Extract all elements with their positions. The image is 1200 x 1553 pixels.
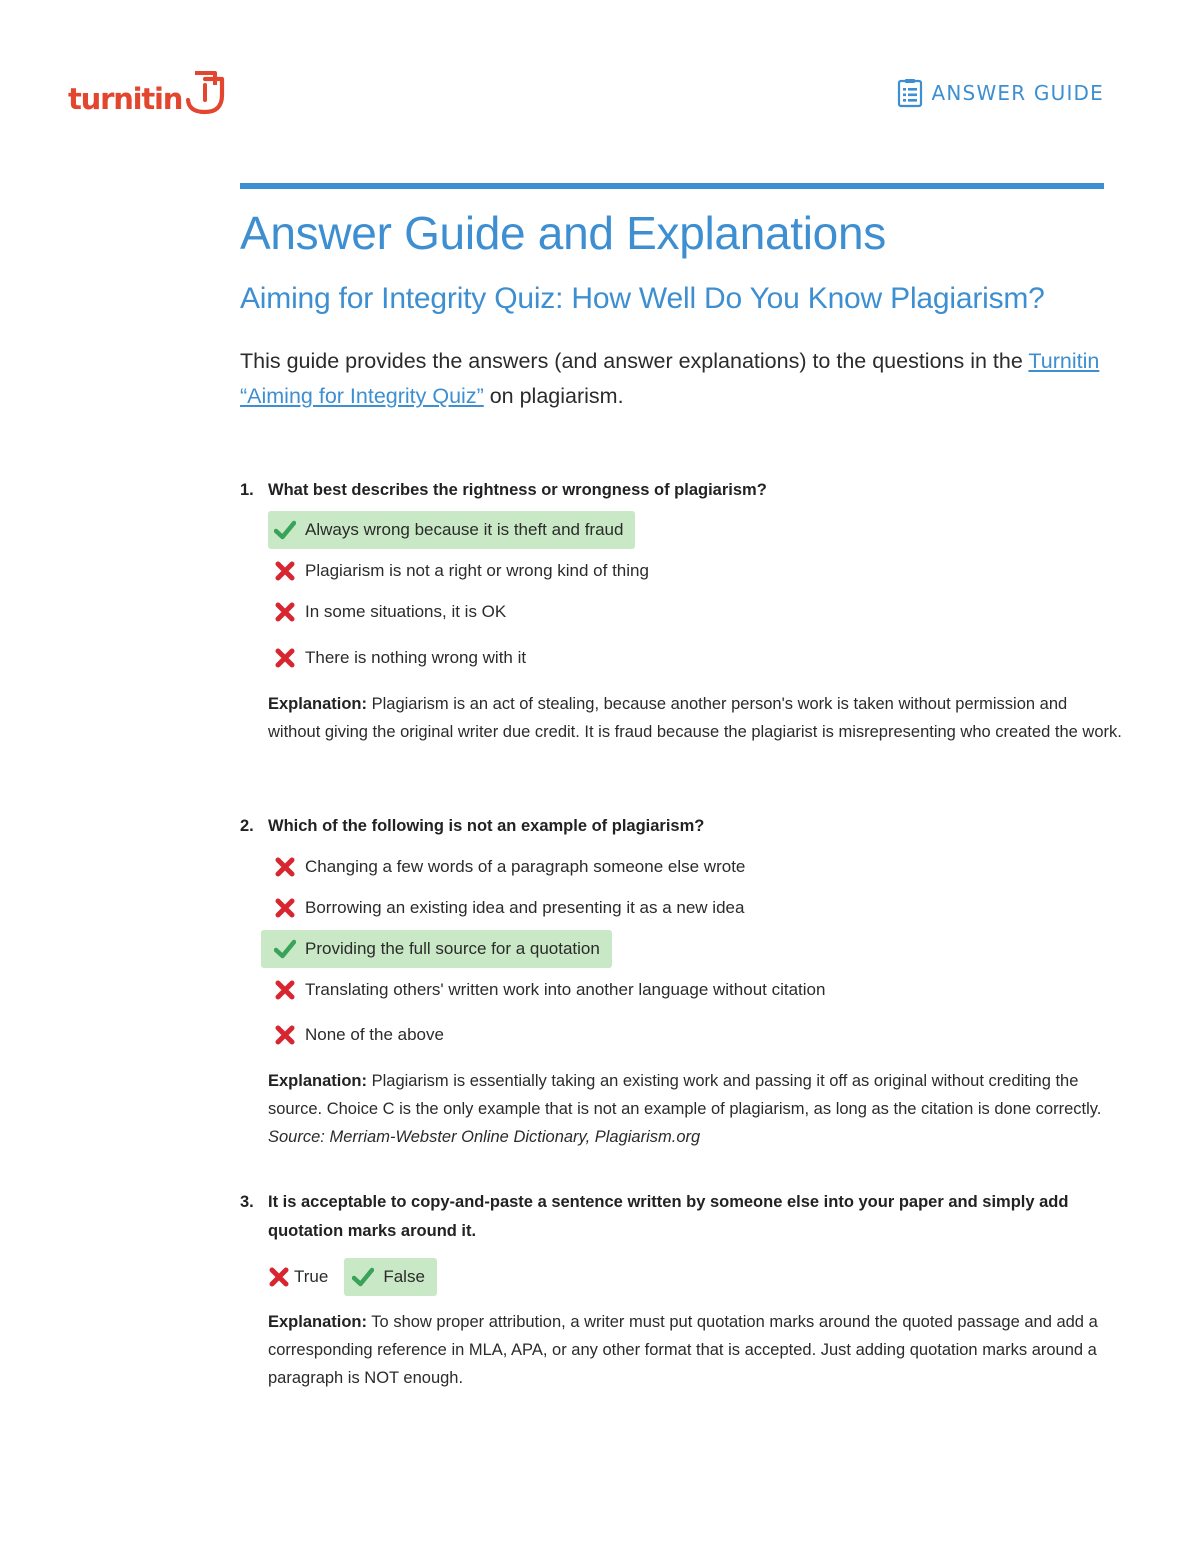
cross-icon xyxy=(274,979,296,1001)
logo-mark-icon xyxy=(184,70,228,116)
answer-guide-label: ANSWER GUIDE xyxy=(931,81,1104,105)
question-1 xyxy=(240,476,1125,741)
question-text xyxy=(240,476,1125,505)
logo-wordmark: turnitin xyxy=(68,82,183,116)
document-list-icon xyxy=(897,78,923,108)
answer-option-label: False xyxy=(383,1267,425,1286)
title-divider xyxy=(240,183,1104,189)
intro-paragraph xyxy=(240,344,1100,414)
checkmark-icon xyxy=(274,938,296,960)
question-prompt: It is acceptable to copy-and-paste a sentence written by someone else into your paper and simply add quotation marks around it. xyxy=(268,1193,1069,1240)
explanation-text: Plagiarism is an act of stealing, because another person's work is taken without permission and without giving the original writer due credit. It is fraud because the plagiarist is misrepresenting who created the work. xyxy=(268,695,1122,741)
answer-option-label: Providing the full source for a quotation xyxy=(305,939,600,958)
answer-option-correct xyxy=(344,1258,437,1296)
explanation-text: Plagiarism is essentially taking an existing work and passing it off as original without crediting the source. Choice C is the only example that is not an example of plagiarism, as long as the citation is done correctly. xyxy=(268,1072,1102,1118)
answer-option-label: None of the above xyxy=(305,1025,444,1044)
explanation xyxy=(268,1308,1124,1392)
question-3 xyxy=(240,1188,1125,1387)
explanation-label: Explanation: xyxy=(268,1072,368,1090)
explanation xyxy=(268,690,1124,746)
question-number: 2. xyxy=(240,817,254,835)
answer-option-correct xyxy=(268,511,635,549)
page-title: Answer Guide and Explanations xyxy=(240,207,886,259)
checkmark-icon xyxy=(352,1266,374,1288)
quiz-link[interactable]: Turnitin “Aiming for Integrity Quiz” xyxy=(240,349,1100,408)
answer-option-label: Plagiarism is not a right or wrong kind of thing xyxy=(305,561,649,580)
cross-icon xyxy=(274,560,296,582)
answer-guide-tag xyxy=(897,78,1104,108)
answer-option-label: Always wrong because it is theft and fraud xyxy=(305,520,624,539)
question-number: 1. xyxy=(240,481,254,499)
turnitin-logo xyxy=(68,70,228,114)
intro-text-after: on plagiarism. xyxy=(483,384,624,408)
explanation-text: To show proper attribution, a writer must put quotation marks around the quoted passage and add a corresponding reference in MLA, APA, or any other format that is accepted. Just adding quotation marks around a paragraph is NOT enough. xyxy=(268,1313,1098,1387)
question-prompt: Which of the following is not an example of plagiarism? xyxy=(268,817,705,835)
checkmark-icon xyxy=(274,519,296,541)
answer-option-label: There is nothing wrong with it xyxy=(305,648,527,667)
question-number: 3. xyxy=(240,1193,254,1211)
question-text xyxy=(240,812,1125,841)
intro-text-before: This guide provides the answers (and answer explanations) to the questions in the xyxy=(240,349,1029,373)
answer-option-label: True xyxy=(294,1267,329,1286)
answer-option-incorrect xyxy=(268,639,532,677)
cross-icon xyxy=(274,897,296,919)
answer-option-correct xyxy=(261,930,612,968)
answer-option-incorrect xyxy=(268,593,512,631)
answer-option-label: Translating others' written work into another language without citation xyxy=(305,980,826,999)
cross-icon xyxy=(274,856,296,878)
answer-option-label: In some situations, it is OK xyxy=(305,602,507,621)
answer-option-incorrect xyxy=(268,1016,450,1054)
explanation-source: Source: Merriam-Webster Online Dictionary, Plagiarism.org xyxy=(268,1128,701,1146)
explanation xyxy=(268,1067,1124,1151)
question-prompt: What best describes the rightness or wrongness of plagiarism? xyxy=(268,481,767,499)
cross-icon xyxy=(274,1024,296,1046)
answer-option-incorrect xyxy=(268,848,751,886)
answer-option-incorrect xyxy=(268,889,750,927)
answer-option-label: Changing a few words of a paragraph someone else wrote xyxy=(305,857,746,876)
question-2 xyxy=(240,812,1125,1146)
answer-option-incorrect xyxy=(268,1258,334,1296)
cross-icon xyxy=(274,601,296,623)
answer-option-incorrect xyxy=(268,971,831,1009)
answer-option-label: Borrowing an existing idea and presenting it as a new idea xyxy=(305,898,745,917)
true-false-options xyxy=(268,1258,437,1296)
cross-icon xyxy=(274,647,296,669)
cross-icon xyxy=(268,1266,290,1288)
page-subtitle: Aiming for Integrity Quiz: How Well Do You Know Plagiarism? xyxy=(240,282,1045,315)
answer-option-incorrect xyxy=(268,552,655,590)
explanation-label: Explanation: xyxy=(268,695,368,713)
question-text xyxy=(240,1188,1125,1246)
explanation-label: Explanation: xyxy=(268,1313,368,1331)
